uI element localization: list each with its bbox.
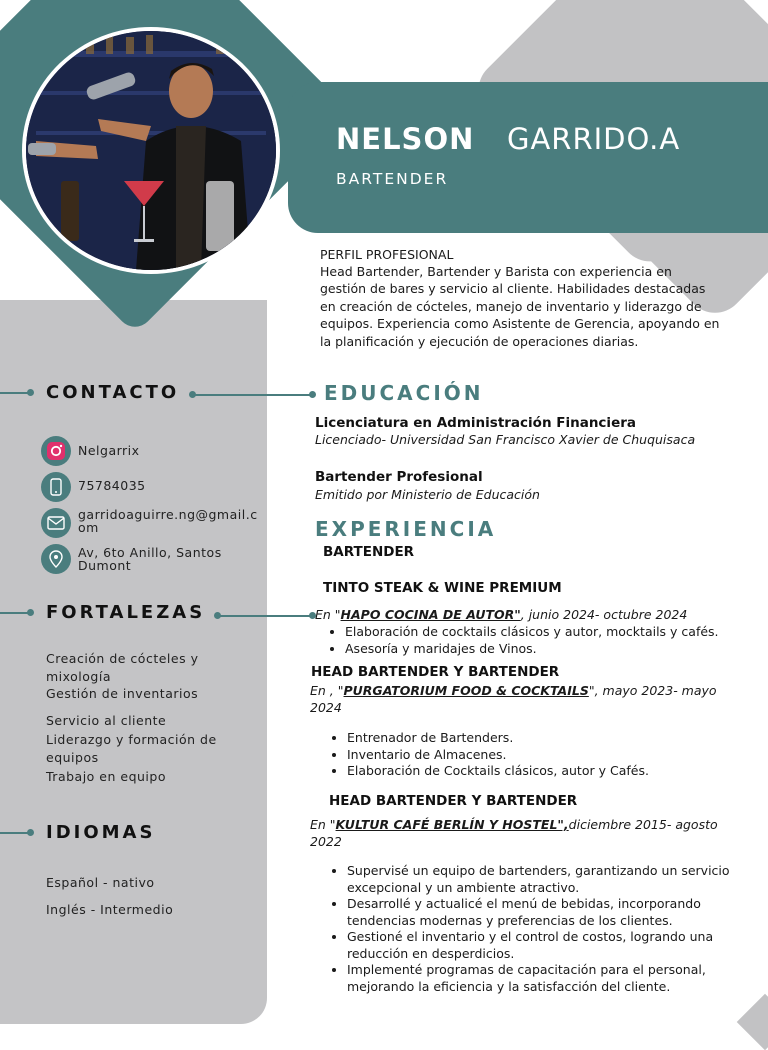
bartender-photo-illustration (26, 31, 276, 270)
job-bullet: • Asesoría y maridajes de Vinos. (345, 641, 765, 658)
job-place-prefix: En " (315, 607, 341, 622)
contact-heading: CONTACTO (46, 382, 180, 403)
profile-title: PERFIL PROFESIONAL (320, 247, 454, 262)
language-item: Inglés - Intermedio (46, 902, 174, 917)
strengths-divider-dot (27, 609, 34, 616)
job-bullet: • Inventario de Almacenes. (347, 747, 747, 764)
job-bullet: • Elaboración de cocktails clásicos y autor, mocktails y cafés. (345, 624, 765, 641)
first-name: NELSON (336, 122, 475, 156)
strength-item: Gestión de inventarios (46, 686, 199, 701)
contact-divider-dot (27, 389, 34, 396)
profile-text: Head Bartender, Bartender y Barista con experiencia en gestión de bares y servicio al cliente. Habilidades destacadas en creación de cócteles, manejo de inventario y liderazgo de equipos. Experiencia como Asistente de Gerencia, apoyando en la planificación y ejecución de operaciones diarias. (320, 264, 720, 349)
strength-item: Trabajo en equipo (46, 769, 166, 784)
contact-connector-line (192, 394, 312, 396)
languages-heading: IDIOMAS (46, 822, 156, 843)
strengths-connector-line (217, 615, 312, 617)
contact-divider-left (0, 392, 30, 394)
job-bullets (329, 730, 747, 780)
job-place-line (310, 683, 720, 716)
job-bullets (327, 624, 765, 657)
education-detail: Licenciado- Universidad San Francisco Xavier de Chuquisaca (315, 432, 696, 447)
job-place: HAPO COCINA DE AUTOR" (340, 607, 521, 622)
job-place: PURGATORIUM FOOD & COCKTAILS (343, 683, 589, 698)
job-title: HEAD BARTENDER Y BARTENDER (311, 664, 560, 680)
location-pin-icon (41, 544, 71, 574)
email-icon (41, 508, 71, 538)
strength-item: Servicio al cliente (46, 713, 167, 728)
job-title: BARTENDER (323, 544, 415, 560)
language-item: Español - nativo (46, 875, 155, 890)
education-degree: Licenciatura en Administración Financiera (315, 415, 636, 431)
job-dates: diciembre 2015- agosto 2022 (310, 817, 718, 849)
contact-address: Av, 6to Anillo, Santos Dumont (78, 545, 222, 573)
job-subtitle: TINTO STEAK & WINE PREMIUM (323, 580, 562, 596)
phone-icon (41, 472, 71, 502)
job-dates: ", mayo 2023- mayo 2024 (310, 683, 717, 715)
job-bullet: • Elaboración de Cocktails clásicos, autor y Cafés. (347, 763, 747, 780)
job-bullet: • Desarrollé y actualicé el menú de bebidas, incorporando tendencias modernas y preferencias de los clientes. (347, 896, 745, 929)
profile-photo (26, 31, 276, 270)
decor-shape-bottom-right (737, 994, 768, 1050)
languages-divider-left (0, 832, 30, 834)
contact-phone[interactable]: 75784035 (78, 478, 146, 493)
job-dates: , junio 2024- octubre 2024 (520, 607, 688, 622)
education-detail: Emitido por Ministerio de Educación (315, 487, 540, 502)
strength-item: Creación de cócteles y mixología (46, 651, 199, 684)
job-bullet: • Supervisé un equipo de bartenders, garantizando un servicio excepcional y un ambiente atractivo. (347, 863, 745, 896)
contact-connector-dot-right (309, 391, 316, 398)
contact-email[interactable]: garridoaguirre.ng@gmail.com (78, 507, 258, 535)
contact-instagram[interactable]: Nelgarrix (78, 443, 140, 458)
education-heading: EDUCACIÓN (324, 381, 484, 405)
experience-heading: EXPERIENCIA (315, 517, 497, 541)
job-place-line (315, 607, 735, 622)
job-bullet: • Implementé programas de capacitación para el personal, mejorando la eficiencia y la satisfacción del cliente. (347, 962, 745, 995)
job-place-prefix: En " (310, 817, 336, 832)
instagram-icon (41, 436, 71, 466)
job-place-line (310, 817, 720, 850)
strengths-divider-left (0, 612, 30, 614)
languages-divider-dot (27, 829, 34, 836)
job-title: HEAD BARTENDER Y BARTENDER (329, 793, 578, 809)
job-bullets (329, 863, 745, 995)
job-role: BARTENDER (336, 170, 449, 188)
job-bullet: • Entrenador de Bartenders. (347, 730, 747, 747)
job-place: KULTUR CAFÉ BERLÍN Y HOSTEL", (335, 817, 569, 832)
strength-item: Liderazgo y formación de equipos (46, 732, 217, 765)
job-bullet: • Gestioné el inventario y el control de costos, logrando una reducción en desperdicios. (347, 929, 745, 962)
education-degree: Bartender Profesional (315, 469, 483, 485)
strengths-heading: FORTALEZAS (46, 602, 206, 623)
last-name: GARRIDO.A (507, 122, 681, 156)
name-banner (288, 82, 768, 233)
job-place-prefix: En , " (310, 683, 344, 698)
